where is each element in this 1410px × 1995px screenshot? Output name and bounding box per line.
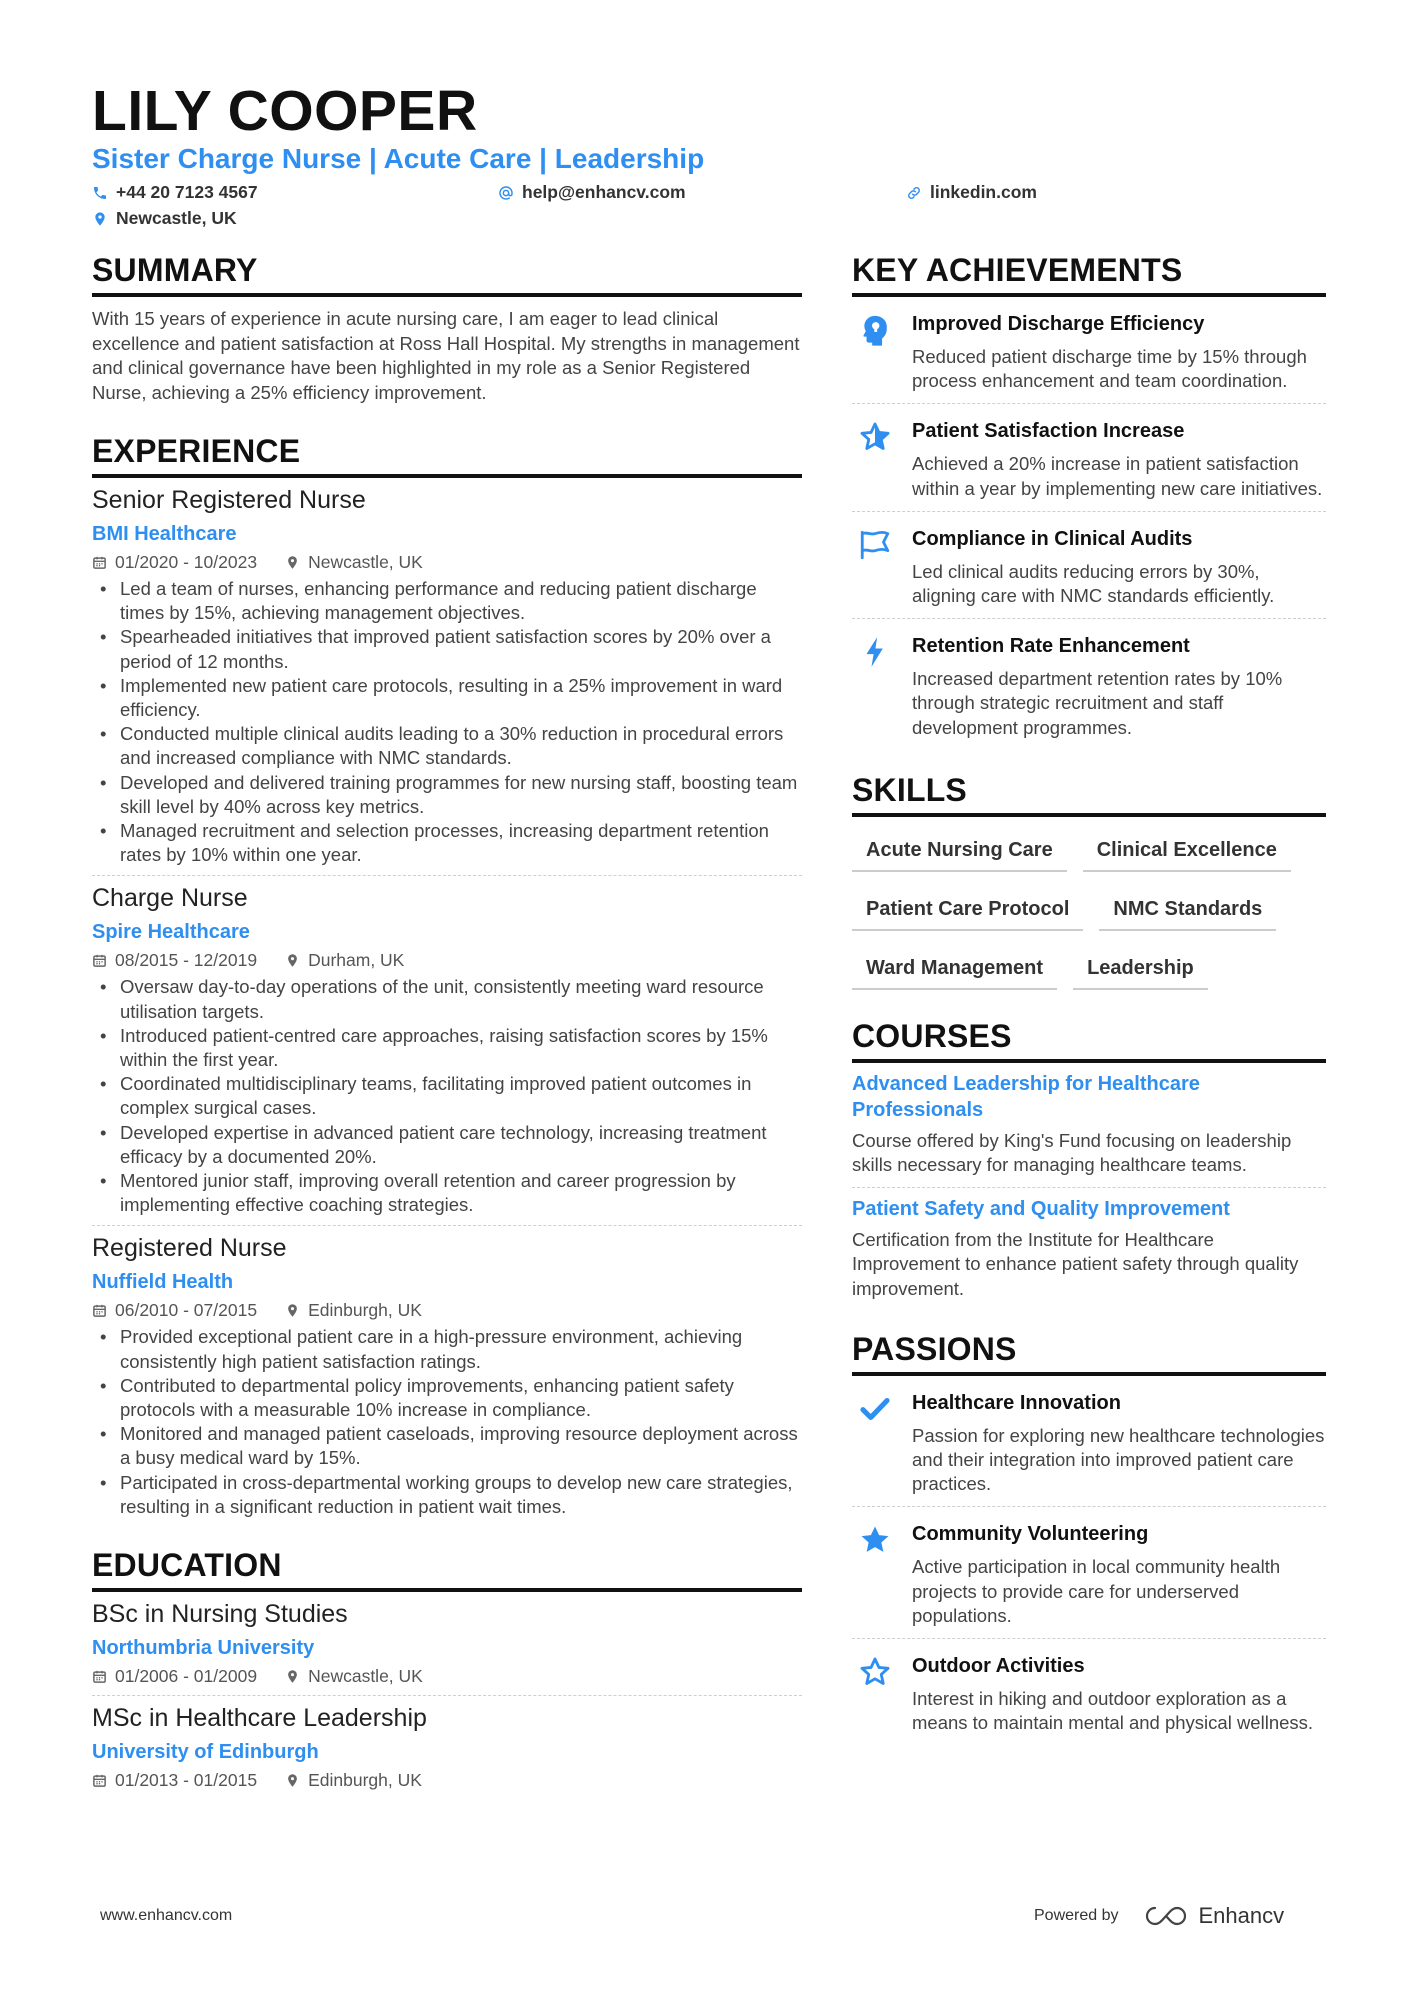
achievement-desc: Led clinical audits reducing errors by 30%, aligning care with NMC standards efficiently. (912, 560, 1275, 607)
flag-icon (858, 528, 892, 562)
job-dates: 01/2020 - 10/2023 (115, 552, 258, 572)
achievement-desc: Reduced patient discharge time by 15% through process enhancement and team coordination. (912, 346, 1307, 392)
passion-title: Community Volunteering (912, 1523, 1149, 1546)
education-section (92, 1547, 802, 1799)
candidate-title: Sister Charge Nurse | Acute Care | Leadership (92, 143, 705, 174)
contact-location (92, 208, 237, 229)
achievement-item (852, 404, 1326, 511)
phone-text[interactable]: +44 20 7123 4567 (116, 182, 258, 202)
enhancv-logo-icon (1143, 1904, 1189, 1928)
achievement-desc: Increased department retention rates by 10% through strategic recruitment and staff development programmes. (912, 668, 1283, 738)
job-location: Edinburgh, UK (308, 1300, 422, 1321)
achievement-item (852, 512, 1326, 619)
courses-section (852, 1018, 1326, 1311)
skill-tag: Acute Nursing Care (852, 831, 1067, 872)
bullet-item: • Developed expertise in advanced patient care technology, increasing treatment efficacy by a documented 20%. (92, 1121, 802, 1169)
experience-heading: EXPERIENCE (92, 433, 802, 478)
location-pin-icon (92, 211, 108, 227)
contact-phone (92, 182, 258, 203)
passion-desc: Active participation in local community health projects to provide care for underserved populations. (912, 1556, 1281, 1626)
course-desc: Certification from the Institute for Healthcare Improvement to enhance patient safety through quality improvement. (852, 1229, 1299, 1299)
job-location: Durham, UK (308, 950, 405, 971)
passions-heading: PASSIONS (852, 1331, 1326, 1376)
achievement-title: Retention Rate Enhancement (912, 635, 1190, 658)
location-pin-icon (285, 555, 300, 570)
education-entry (92, 1592, 802, 1696)
job-bullets (92, 1325, 802, 1519)
phone-icon (92, 185, 108, 201)
bullet-item: • Contributed to departmental policy improvements, enhancing patient safety protocols with a measurable 10% increase in compliance. (92, 1374, 802, 1422)
powered-by-label: Powered by (1034, 1907, 1119, 1924)
location-pin-icon (285, 1303, 300, 1318)
calendar-icon (92, 1669, 107, 1684)
brand-name: Enhancv (1198, 1903, 1285, 1928)
link-icon (906, 185, 922, 201)
calendar-icon (92, 1773, 107, 1788)
job-meta (92, 551, 802, 573)
bullet-item: • Coordinated multidisciplinary teams, facilitating improved patient outcomes in complex surgical cases. (92, 1072, 802, 1120)
passion-desc: Interest in hiking and outdoor exploration as a means to maintain mental and physical wellness. (912, 1688, 1314, 1734)
achievement-item (852, 297, 1326, 404)
brand-logo[interactable] (1143, 1903, 1285, 1929)
job-entry (92, 876, 802, 1226)
bullet-item: • Introduced patient-centred care approaches, raising satisfaction scores by 15% within the first year. (92, 1024, 802, 1072)
location-pin-icon (285, 1773, 300, 1788)
job-dates: 08/2015 - 12/2019 (115, 950, 258, 971)
education-location: Edinburgh, UK (308, 1770, 422, 1791)
course-item (852, 1063, 1326, 1188)
passion-title: Outdoor Activities (912, 1655, 1085, 1678)
course-title: Patient Safety and Quality Improvement (852, 1198, 1230, 1221)
star-filled-icon (858, 1523, 892, 1557)
job-title: Registered Nurse (92, 1234, 287, 1263)
school-name: Northumbria University (92, 1637, 315, 1660)
summary-text: With 15 years of experience in acute nursing care, I am eager to lead clinical excellence and patient satisfaction at Ross Hall Hospital. My strengths in management and clinical governance have been highlighted in my role as a Senior Registered Nurse, achieving a 25% efficiency improvement. (92, 308, 800, 403)
degree-title: BSc in Nursing Studies (92, 1600, 348, 1629)
job-bullets (92, 577, 802, 867)
job-bullets (92, 975, 802, 1217)
location-pin-icon (285, 1669, 300, 1684)
bullet-item: • Monitored and managed patient caseloads, improving resource deployment across a busy medical ward by 15%. (92, 1422, 802, 1470)
contact-linkedin (906, 182, 1037, 203)
location-text: Newcastle, UK (116, 208, 237, 228)
job-title: Charge Nurse (92, 884, 248, 913)
job-company: Nuffield Health (92, 1271, 234, 1294)
at-sign-icon (498, 185, 514, 201)
bullet-item: • Spearheaded initiatives that improved patient satisfaction scores by 20% over a period of 12 months. (92, 625, 802, 673)
school-name: University of Edinburgh (92, 1741, 319, 1764)
left-column (92, 252, 802, 1799)
degree-title: MSc in Healthcare Leadership (92, 1704, 427, 1733)
experience-section (92, 433, 802, 1527)
skill-tag: Leadership (1073, 949, 1208, 990)
skill-tag: Patient Care Protocol (852, 890, 1083, 931)
email-link[interactable]: help@enhancv.com (522, 182, 686, 202)
bullet-item: • Implemented new patient care protocols, resulting in a 25% improvement in ward efficiency. (92, 674, 802, 722)
calendar-icon (92, 953, 107, 968)
job-dates: 06/2010 - 07/2015 (115, 1300, 258, 1321)
bullet-item: • Conducted multiple clinical audits leading to a 30% reduction in procedural errors and increased compliance with NMC standards. (92, 722, 802, 770)
right-column (852, 252, 1326, 1745)
location-pin-icon (285, 953, 300, 968)
achievements-heading: KEY ACHIEVEMENTS (852, 252, 1326, 297)
education-heading: EDUCATION (92, 1547, 802, 1592)
bullet-item: • Participated in cross-departmental working groups to develop new care strategies, resulting in a significant reduction in patient wait times. (92, 1471, 802, 1519)
achievements-section (852, 252, 1326, 750)
candidate-name: LILY COOPER (92, 79, 478, 143)
skill-tag: Ward Management (852, 949, 1057, 990)
calendar-icon (92, 555, 107, 570)
skill-tag: NMC Standards (1099, 890, 1276, 931)
bullet-item: • Provided exceptional patient care in a high-pressure environment, achieving consistently high patient satisfaction ratings. (92, 1325, 802, 1373)
job-location: Newcastle, UK (308, 552, 423, 572)
job-meta (92, 1299, 802, 1321)
checkmark-icon (858, 1392, 892, 1426)
job-company: BMI Healthcare (92, 523, 237, 545)
job-entry (92, 1226, 802, 1527)
achievement-item (852, 619, 1326, 750)
course-desc: Course offered by King's Fund focusing on leadership skills necessary for managing healthcare teams. (852, 1129, 1292, 1176)
bullet-item: • Developed and delivered training programmes for new nursing staff, boosting team skill level by 40% across key metrics. (92, 771, 802, 819)
contact-email (498, 182, 686, 203)
job-company: Spire Healthcare (92, 921, 250, 944)
achievement-title: Compliance in Clinical Audits (912, 527, 1193, 550)
education-location: Newcastle, UK (308, 1666, 423, 1687)
passions-section (852, 1331, 1326, 1746)
courses-heading: COURSES (852, 1018, 1326, 1063)
bullet-item: • Oversaw day-to-day operations of the unit, consistently meeting ward resource utilisation targets. (92, 975, 802, 1023)
job-meta (92, 949, 802, 971)
achievement-title: Improved Discharge Efficiency (912, 313, 1205, 335)
bullet-item: • Mentored junior staff, improving overall retention and career progression by implementing effective coaching strategies. (92, 1169, 802, 1217)
education-dates: 01/2006 - 01/2009 (115, 1666, 258, 1687)
summary-heading: SUMMARY (92, 252, 802, 297)
passion-item (852, 1507, 1326, 1639)
education-meta (92, 1769, 802, 1791)
head-lightbulb-icon (858, 313, 892, 347)
footer-website[interactable]: www.enhancv.com (100, 1907, 233, 1924)
course-item (852, 1188, 1326, 1311)
skills-section (852, 772, 1326, 990)
passion-item (852, 1376, 1326, 1508)
lightning-icon (858, 635, 892, 669)
bullet-item: • Managed recruitment and selection processes, increasing department retention rates by 10% within one year. (92, 819, 802, 867)
passion-item (852, 1639, 1326, 1745)
star-outline-icon (858, 420, 892, 454)
course-title: Advanced Leadership for Healthcare Professionals (852, 1072, 1200, 1121)
skills-heading: SKILLS (852, 772, 1326, 817)
calendar-icon (92, 1303, 107, 1318)
summary-section (92, 252, 802, 405)
skill-tag: Clinical Excellence (1083, 831, 1291, 872)
footer-powered-by (1034, 1903, 1284, 1929)
education-meta (92, 1665, 802, 1687)
education-dates: 01/2013 - 01/2015 (115, 1770, 258, 1791)
education-entry (92, 1696, 802, 1799)
job-title: Senior Registered Nurse (92, 486, 366, 514)
bullet-item: • Led a team of nurses, enhancing performance and reducing patient discharge times by 15%, achieving management objectives. (92, 577, 802, 625)
skills-list (852, 831, 1326, 990)
achievement-title: Patient Satisfaction Increase (912, 420, 1185, 443)
linkedin-link[interactable]: linkedin.com (930, 182, 1037, 202)
job-entry (92, 478, 802, 876)
passion-title: Healthcare Innovation (912, 1391, 1121, 1414)
passion-desc: Passion for exploring new healthcare technologies and their integration into improved patient care practices. (912, 1424, 1325, 1495)
star-outline-icon (858, 1655, 892, 1689)
achievement-desc: Achieved a 20% increase in patient satisfaction within a year by implementing new care initiatives. (912, 453, 1323, 499)
